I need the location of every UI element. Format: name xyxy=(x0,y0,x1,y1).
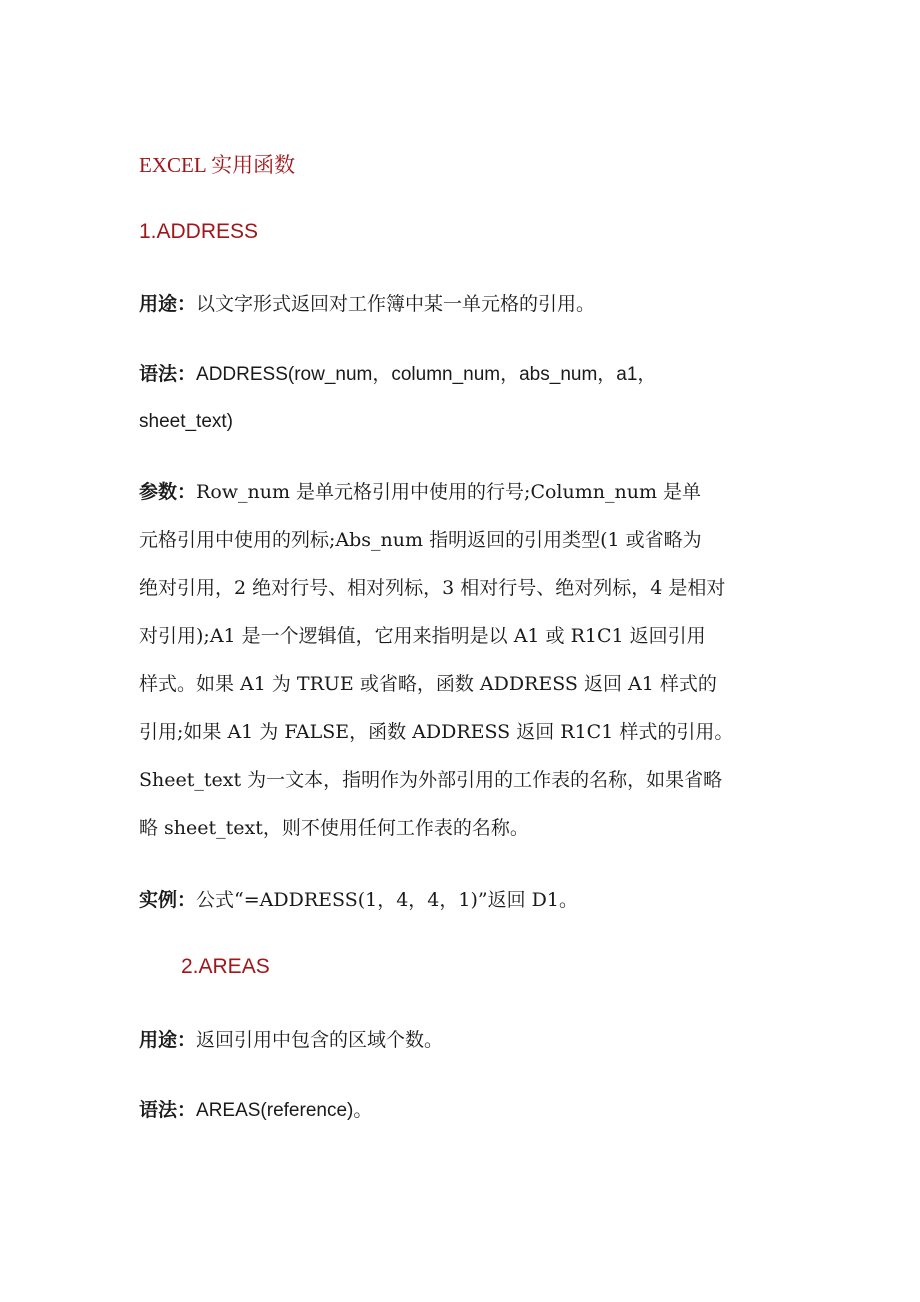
syntax-line-1 xyxy=(139,350,819,398)
params-line-5: 样式。如果 A1 为 TRUE 或省略，函数 ADDRESS 返回 A1 样式的 xyxy=(139,673,717,695)
document-title: EXCEL 实用函数 xyxy=(139,153,296,177)
areas-usage xyxy=(139,1016,819,1064)
params-text-1: Row_num 是单元格引用中使用的行号;Column_num 是单 xyxy=(196,481,702,503)
syntax-text-1: ADDRESS(row_num，column_num，abs_num，a1， xyxy=(196,364,657,385)
syntax-label: 语法： xyxy=(139,1099,197,1121)
address-params xyxy=(139,468,819,852)
usage-text: 返回引用中包含的区域个数。 xyxy=(196,1029,444,1051)
params-line-8: 略 sheet_text，则不使用任何工作表的名称。 xyxy=(139,817,529,839)
example-label: 实例： xyxy=(139,889,197,911)
params-line-7: Sheet_text 为一文本，指明作为外部引用的工作表的名称，如果省略 xyxy=(139,769,723,791)
address-syntax xyxy=(139,350,819,446)
usage-text: 以文字形式返回对工作簿中某一单元格的引用。 xyxy=(196,293,596,315)
usage-label: 用途： xyxy=(139,1029,197,1051)
section-heading-address: 1.ADDRESS xyxy=(139,220,259,243)
address-usage xyxy=(139,280,819,328)
params-line-6: 引用;如果 A1 为 FALSE，函数 ADDRESS 返回 R1C1 样式的引用。 xyxy=(139,721,734,743)
syntax-label: 语法： xyxy=(139,363,197,385)
areas-syntax xyxy=(139,1086,819,1135)
syntax-text: AREAS(reference)。 xyxy=(196,1100,373,1121)
params-label: 参数： xyxy=(139,481,197,503)
params-line-3: 绝对引用，2 绝对行号、相对列标，3 相对行号、绝对列标，4 是相对 xyxy=(139,577,726,599)
section-heading-areas: 2.AREAS xyxy=(181,955,270,978)
example-text: 公式“=ADDRESS(1，4，4，1)”返回 D1。 xyxy=(196,889,578,911)
params-line-1 xyxy=(139,468,819,516)
params-line-2: 元格引用中使用的列标;Abs_num 指明返回的引用类型(1 或省略为 xyxy=(139,529,702,551)
params-line-4: 对引用);A1 是一个逻辑值，它用来指明是以 A1 或 R1C1 返回引用 xyxy=(139,625,706,647)
address-example xyxy=(139,876,819,924)
usage-label: 用途： xyxy=(139,293,197,315)
syntax-line-2: sheet_text) xyxy=(139,411,233,432)
